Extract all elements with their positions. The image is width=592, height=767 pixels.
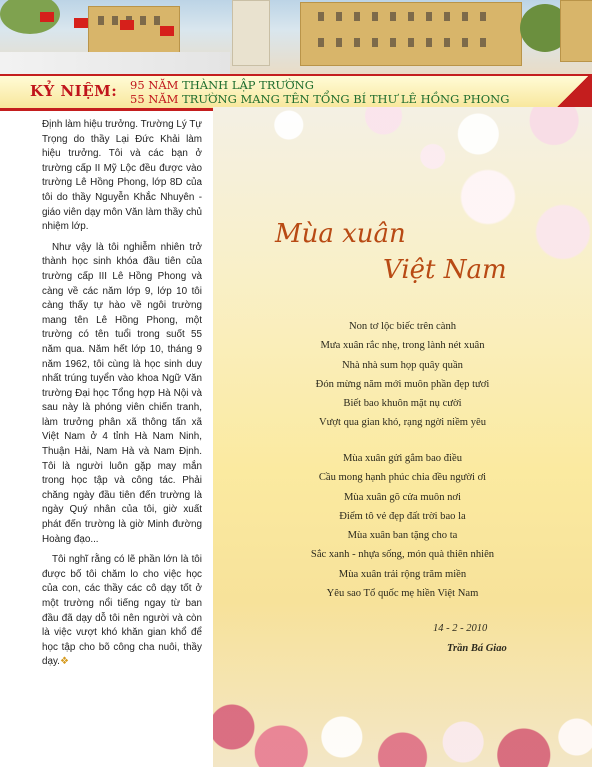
- anniversary-banner: [0, 74, 592, 111]
- banner-line2-text: TRƯỜNG MANG TÊN TỔNG BÍ THƯ LÊ HỒNG PHONG: [182, 92, 510, 106]
- blossom-cluster-decoration: [533, 197, 592, 267]
- poem-line: Cầu mong hạnh phúc chia đều người ơi: [318, 472, 487, 484]
- poem-line: Non tơ lộc biếc trên cành: [348, 321, 457, 332]
- banner-line1-number: 95 NĂM: [130, 78, 179, 92]
- article-paragraph-text: Tôi nghĩ rằng có lẽ phần lớn là tôi được bố tôi chăm lo cho việc học của con, các thầy các cô dạy tốt ở một trường nổi tiếng ngay từ ban đầu đã dạy dỗ tôi nên người và còn là việc vượt khó khăn gian khổ để học tập cho bõ công cha nuôi, thầy dạy.: [42, 554, 202, 668]
- poem-line: Nhà nhà sum họp quây quần: [342, 359, 463, 371]
- banner-label: KỶ NIỆM:: [30, 82, 118, 100]
- article-paragraph: [42, 553, 202, 670]
- poem-stanza-2: [213, 449, 592, 603]
- poem-title-line1: Mùa xuân: [275, 219, 406, 249]
- poem-line: Mùa xuân gõ cửa muôn nơi: [344, 491, 461, 503]
- poem-stanza-1: [213, 317, 592, 433]
- poem-panel: [213, 107, 592, 767]
- poem-line: Yêu sao Tổ quốc mẹ hiền Việt Nam: [326, 588, 479, 600]
- poem-line: Sắc xanh - nhựa sống, món quà thiên nhiên: [310, 549, 495, 561]
- article-paragraph: Định làm hiệu trưởng. Trường Lý Tự Trọng do thầy Lại Đức Khải làm hiệu trưởng. Tôi và các bạn ở trường cấp II Mỹ Lộc đều được vào trường Lê Hồng Phong, lớp 8D của tôi do thầy Nguyễn Khắc Nhuyên - giáo viên dạy môn Văn làm thầy chủ nhiệm lớp.: [42, 119, 202, 233]
- header-school-photo: [0, 0, 592, 74]
- poem-line: Mùa xuân gửi gắm bao điều: [342, 453, 462, 464]
- poem-line: Điểm tô vẻ đẹp đất trời bao la: [339, 510, 466, 522]
- poem-line: Mùa xuân trải rộng trăm miền: [338, 568, 467, 580]
- poem-line: Đón mừng năm mới muôn phần đẹp tươi: [315, 378, 490, 390]
- blossom-cluster-decoration: [453, 167, 523, 227]
- poem-line: Mùa xuân ban tặng cho ta: [347, 530, 458, 542]
- banner-lines: [130, 78, 509, 106]
- article-body: [42, 118, 202, 763]
- poem-line: Vượt qua gian khó, rạng ngời niềm yêu: [319, 417, 486, 429]
- blossom-bottom-decoration: [213, 667, 592, 767]
- end-mark-icon: ❖: [59, 656, 69, 668]
- poem-line: Biết bao khuôn mặt nụ cười: [343, 398, 462, 410]
- poem-author: Trần Bá Giao: [447, 643, 507, 654]
- banner-line1-text: THÀNH LẬP TRƯỜNG: [182, 78, 314, 92]
- poem-title-line2: Việt Nam: [383, 255, 507, 285]
- banner-line2-number: 55 NĂM: [130, 92, 179, 106]
- blossom-top-decoration: [213, 107, 592, 197]
- banner-corner-decoration: [552, 74, 592, 111]
- poem-date: 14 - 2 - 2010: [433, 623, 488, 634]
- article-paragraph: Như vậy là tôi nghiễm nhiên trở thành học sinh khóa đầu tiên của trường cấp III Lê Hồng Phong và càng về các năm lớp 9, lớp 10 tôi càng thấy tự hào về ngôi trường mang tên Lê Hồng Phong, một trường có tên tuổi trong suốt 55 năm qua. Năm hết lớp 10, tháng 9 năm 1962, tôi cùng là học sinh duy nhất trúng tuyển vào khoa Ngữ Văn trường Đại học Tổng hợp Hà Nội và sau này là phóng viên chiến tranh, làm trưởng phân xã thông tấn xã Việt Nam ở 4 tỉnh Hà Nam Ninh, Thuận Hải, Nam Hà và Nam Định. Tôi là người luôn gặp may mắn trong học tập và công tác. Phải chăng ngày đầu tiên đến trường là ngày Quý nhân của tôi, giờ xuất phát đến trường là giờ Minh đường Hoàng đạo...: [42, 241, 202, 545]
- poem-line: Mưa xuân rắc nhẹ, trong lành nét xuân: [320, 340, 485, 352]
